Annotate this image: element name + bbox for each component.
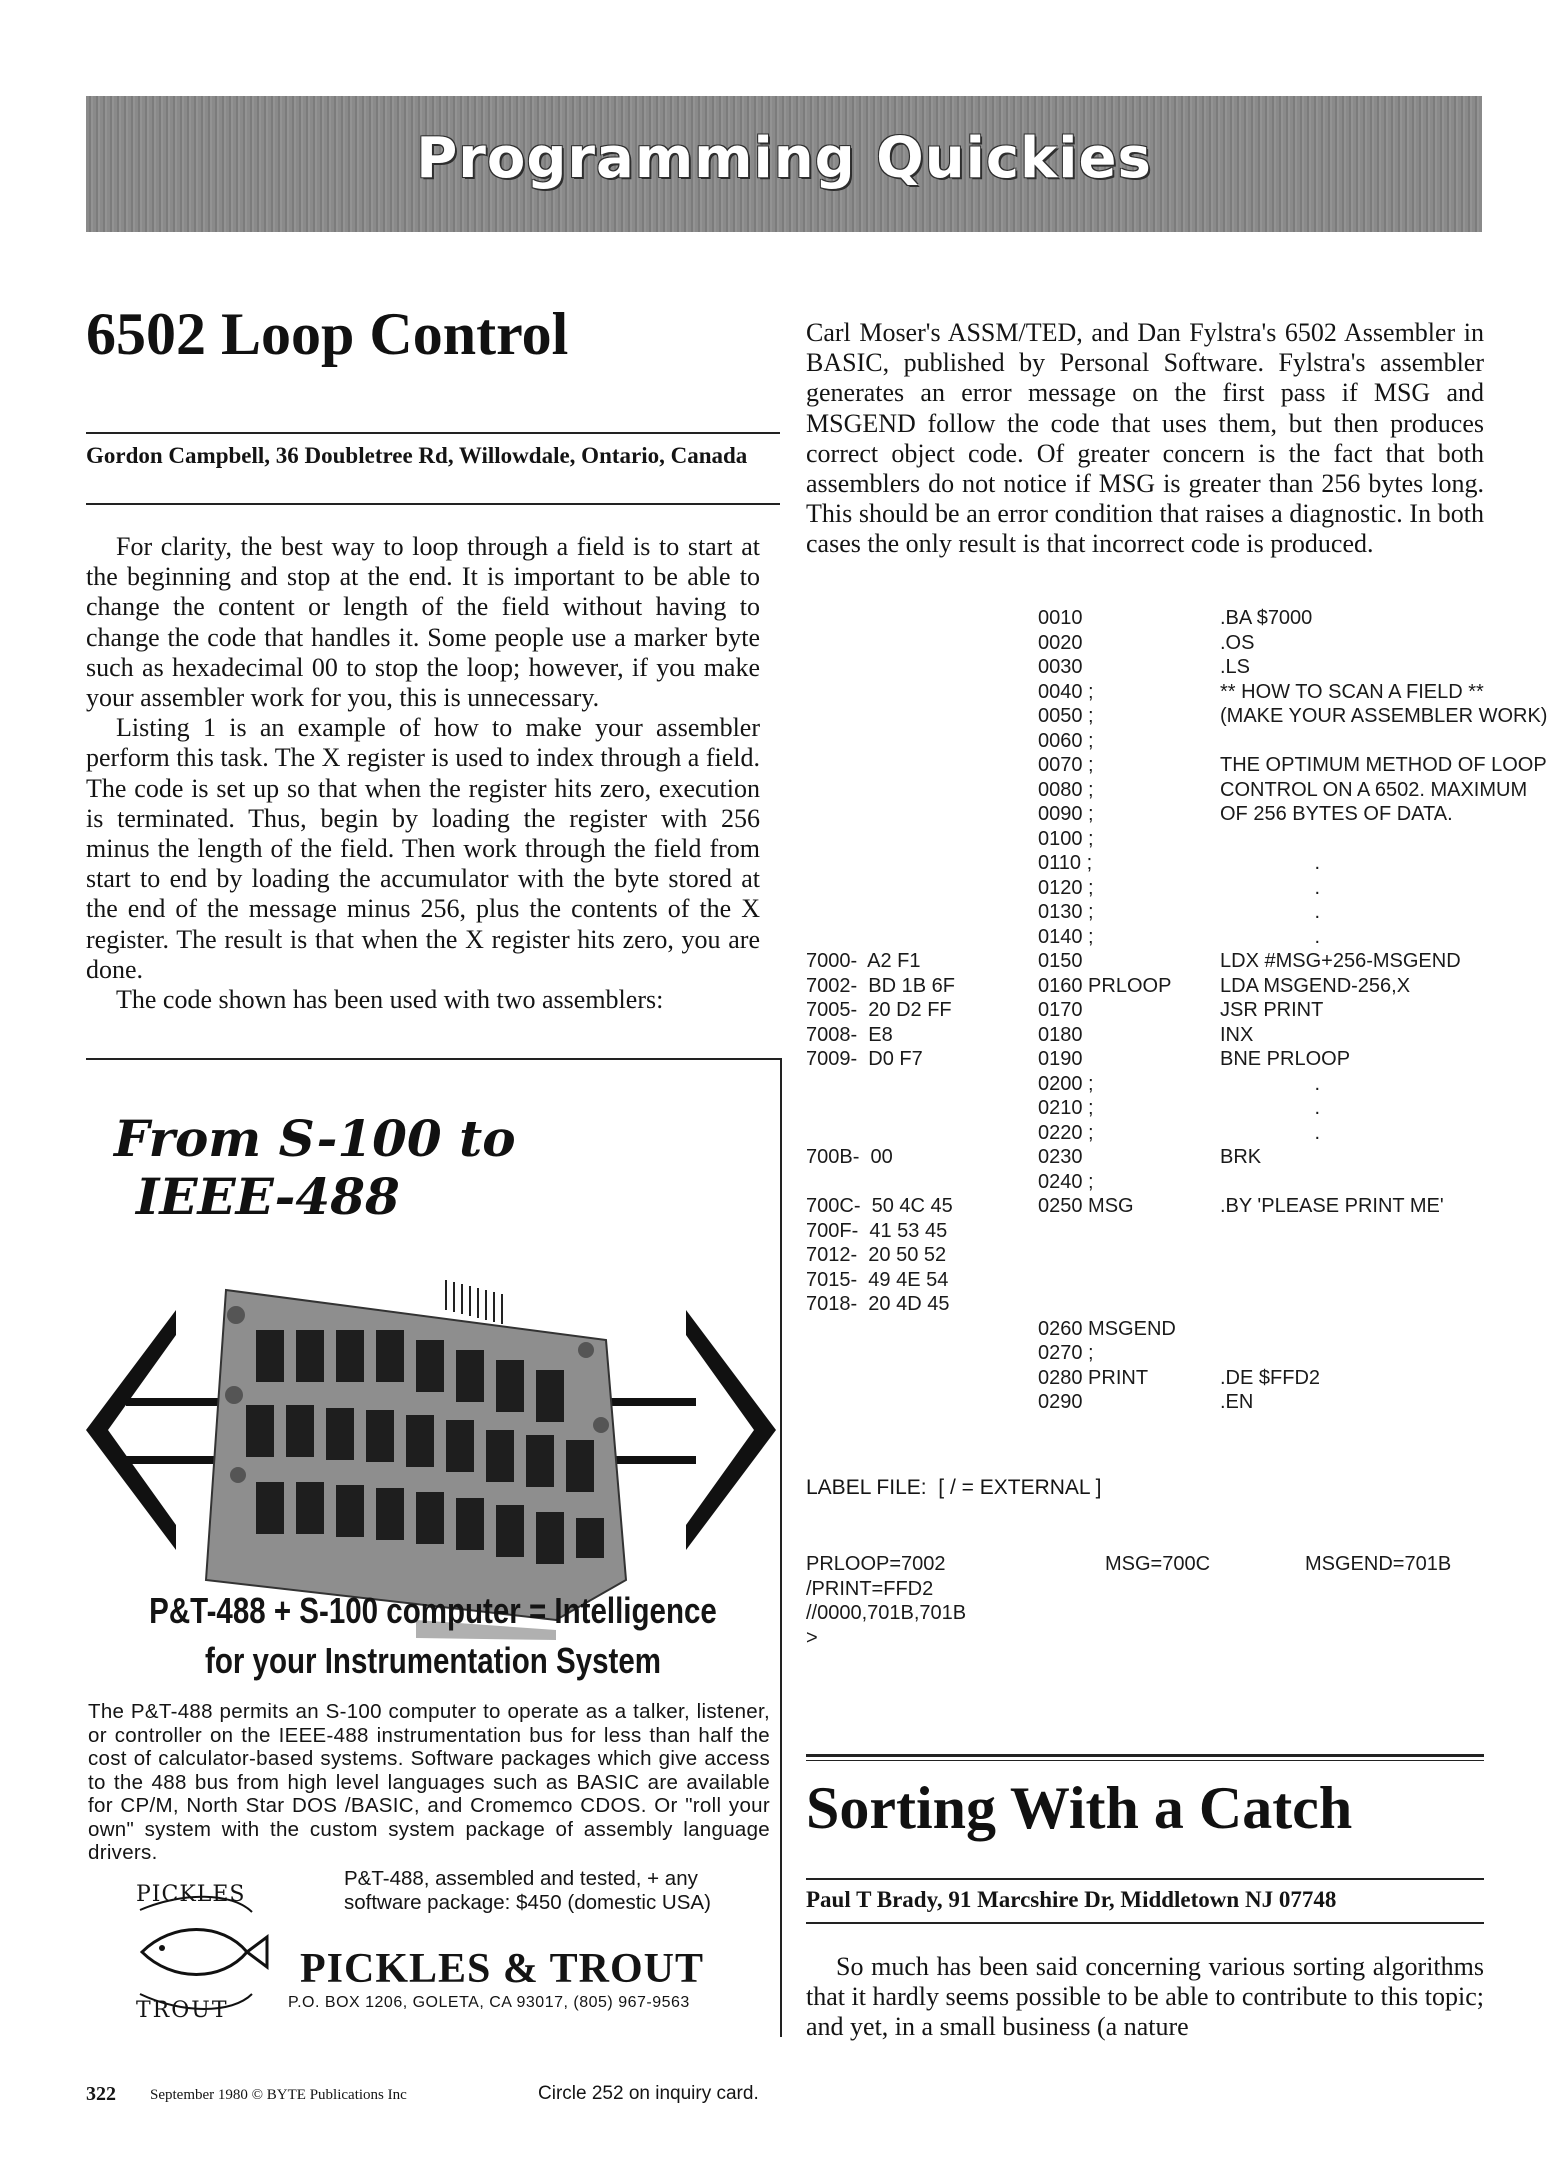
ad-headline-line: From S-100 to (114, 1109, 516, 1168)
byline-rule-bottom (86, 503, 780, 505)
byline-rule-bottom (806, 1922, 1484, 1924)
article-title: Sorting With a Catch (806, 1775, 1353, 1841)
article-byline: Gordon Campbell, 36 Doubletree Rd, Willowdale, Ontario, Canada (86, 443, 748, 468)
inquiry-note: Circle 252 on inquiry card. (538, 2083, 759, 2104)
label-list-col3: MSGEND=701B (1305, 1553, 1452, 1575)
ad-body-copy: The P&T-488 permits an S-100 computer to operate as a talker, listener, or controller on the IEEE-488 instrumentation bus for less than half the cost of calculator-based systems. Software packages which give access to the 488 bus from high level languages such as BASIC are available for CP/M, North Star DOS /BASIC, and Cromemco CDOS. Or "roll your own" system with the custom system package of assembly language drivers. (88, 1700, 770, 1864)
article-body (806, 1952, 1484, 2043)
byline-rule-top (86, 432, 780, 434)
label-list-col1: PRLOOP=7002 /PRINT=FFD2 //0000,701B,701B > (806, 1553, 967, 1649)
label-list-col2: MSG=700C (1105, 1553, 1211, 1575)
listing-object-code: 7000- A2 F1 7002- BD 1B 6F 7005- 20 D2 FF 7008- E8 7009- D0 F7 700B- 00 700C- 50 4C 45 700F- 41 53 45 7012- 20 50 52 7015- 49 4E 54 7018- 20 4D 45 (806, 950, 955, 1315)
logo-text-top: PICKLES (136, 1882, 246, 1907)
ad-headline-line: IEEE-488 (136, 1167, 400, 1226)
arrow-right-icon (686, 1310, 776, 1550)
paragraph: So much has been said concerning various sorting algorithms that it hardly seems possible to be able to contribute to this topic; and yet, in a small business (a nature (806, 1952, 1484, 2042)
listing-source: .BA $7000 .OS .LS ** HOW TO SCAN A FIELD ** (MAKE YOUR ASSEMBLER WORK) THE OPTIMUM METHOD OF LOOP CONTROL ON A 6502. MAXIMUM OF 256 BYTES OF DATA. . . . . LDX #MSG+256-MSGEND LDA MSGEND-256,X JSR PRINT INX BNE PRLOOP . . . BRK .BY 'PLEASE PRINT ME' .DE $FFD2 .EN (1220, 607, 1548, 1413)
paragraph: Carl Moser's ASSM/TED, and Dan Fylstra's 6502 Assembler in BASIC, published by Personal Software. Fylstra's assembler generates an error message on the first pass if MSG and MSGEND follow the code that uses them, but then produces correct object code. Of greater concern is the fact that both assemblers do not notice if MSG is greater than 256 bytes long. This should be an error condition that raises a diagnostic. In both cases the only result is that incorrect code is produced. (806, 318, 1484, 559)
article-byline: Paul T Brady, 91 Marcshire Dr, Middletown NJ 07748 (806, 1887, 1337, 1912)
paragraph: The code shown has been used with two assemblers: (116, 985, 664, 1015)
arrow-left-icon (86, 1310, 176, 1550)
section-divider-thin (806, 1760, 1484, 1761)
paragraph: For clarity, the best way to loop through a field is to start at the beginning and stop at the end. It is important to be able to change the content or length of the field without having to change the code that handles it. Some people use a marker byte such as hexadecimal 00 to stop the loop; however, if you make your assembler work for you, this is unnecessary. (86, 532, 760, 713)
logo-text-bottom: TROUT (136, 1998, 229, 2023)
article-body-right (806, 318, 1484, 560)
ad-headline (114, 1110, 516, 1226)
ad-tagline-line: for your Instrumentation System (205, 1640, 661, 1681)
page-number: 322 (86, 2083, 116, 2105)
section-divider (806, 1754, 1484, 1757)
article-body-left (86, 532, 760, 1015)
article-title: 6502 Loop Control (86, 301, 569, 367)
company-address: P.O. BOX 1206, GOLETA, CA 93017, (805) 967-9563 (288, 1994, 690, 2011)
section-banner (86, 96, 1482, 232)
company-name: PICKLES & TROUT (300, 1946, 704, 1992)
issue-credit: September 1980 © BYTE Publications Inc (150, 2087, 407, 2103)
paragraph: Listing 1 is an example of how to make your assembler perform this task. The X register is used to index through a field. The code is set up so that when the register hits zero, execution is terminated. Thus, begin by loading the register with 256 minus the length of the field. Then work through the field from start to end by loading the accumulator with the byte stored at the end of the message minus 256, plus the contents of the X register. The result is that when the X register hits zero, you are done. (86, 713, 760, 984)
byline-rule-top (806, 1878, 1484, 1880)
advertisement (86, 1058, 782, 2037)
label-file-heading: LABEL FILE: [ / = EXTERNAL ] (806, 1476, 1102, 1499)
ad-price-copy: P&T-488, assembled and tested, + any software package: $450 (domestic USA) (344, 1867, 711, 1914)
ad-tagline-line: P&T-488 + S-100 computer = Intelligence (149, 1590, 717, 1631)
listing-line-numbers: 0010 0020 0030 0040 ; 0050 ; 0060 ; 0070 ; 0080 ; 0090 ; 0100 ; 0110 ; 0120 ; 0130 ; 0140 ; 0150 0160 PRLOOP 0170 0180 0190 0200 ; 0210 ; 0220 ; 0230 0240 ; 0250 MSG 0260 MSGEND 0270 ; 0280 PRINT 0290 (1038, 607, 1176, 1413)
banner-title: Programming Quickies (416, 126, 1152, 191)
circuit-board-illustration (86, 1220, 780, 1640)
